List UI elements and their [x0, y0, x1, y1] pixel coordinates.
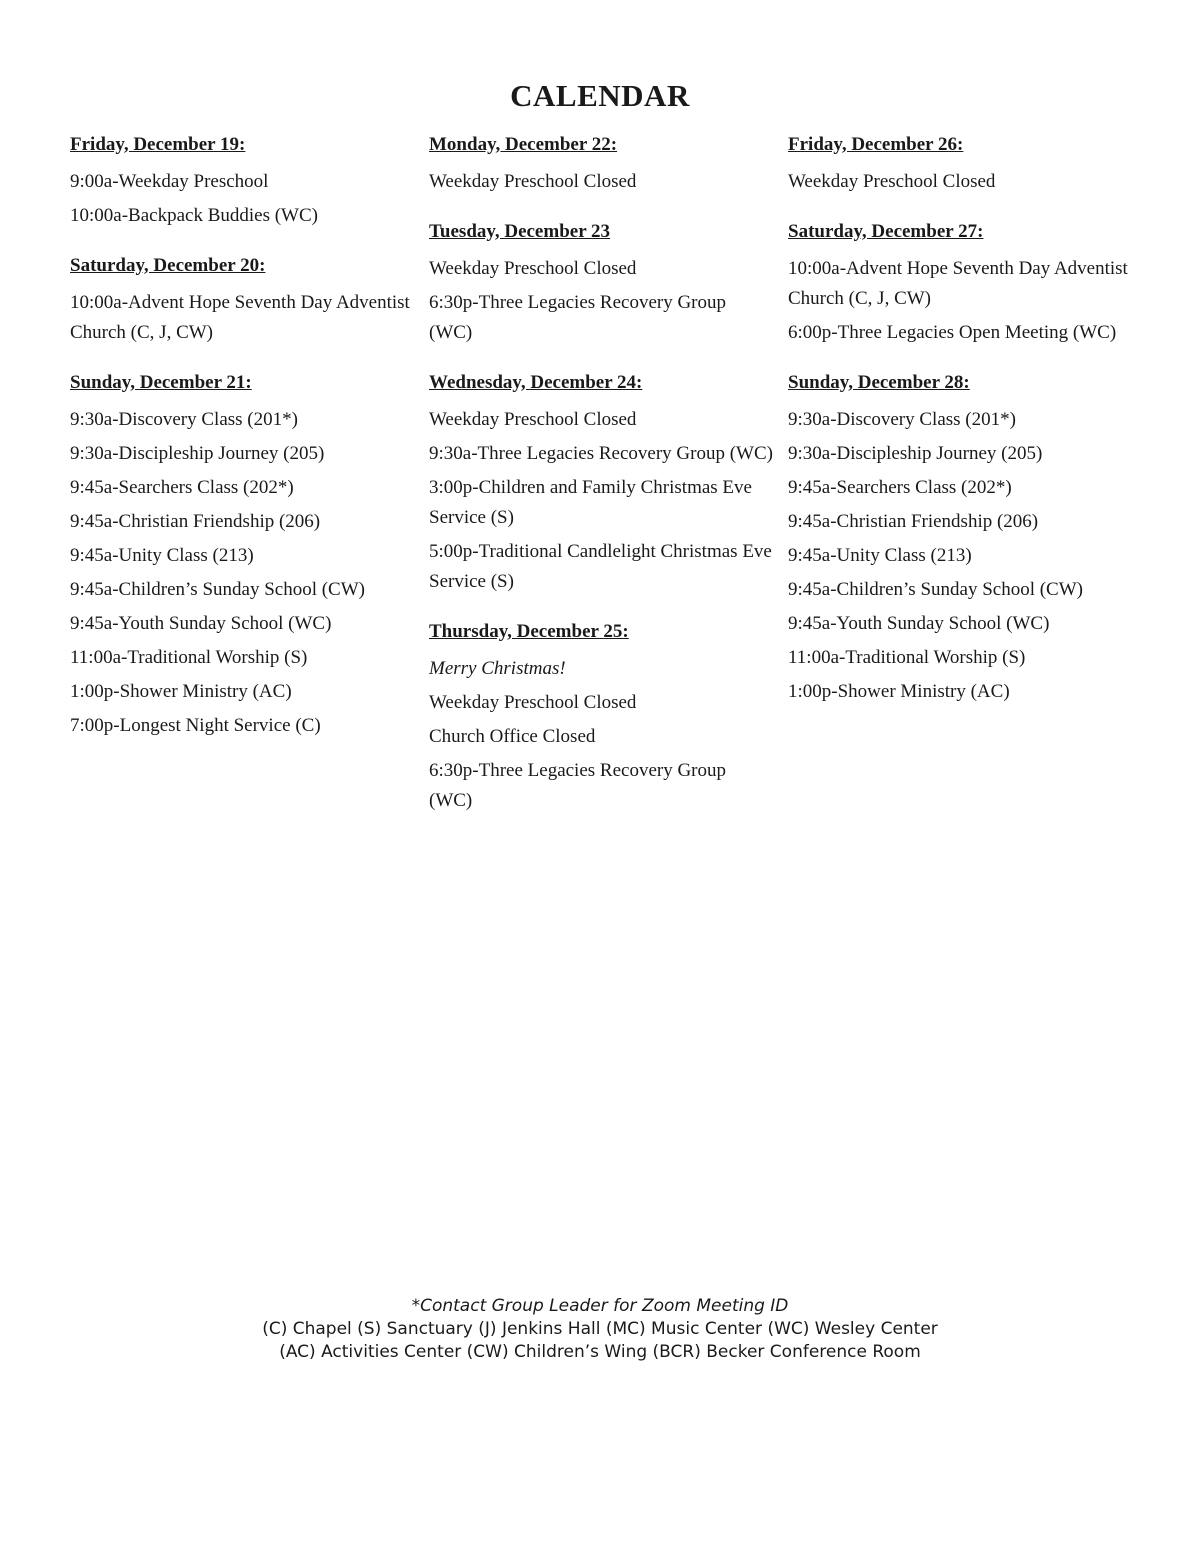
event-entry: 10:00a-Advent Hope Seventh Day Adventist Church (C, J, CW) — [70, 292, 410, 343]
event-entry: Weekday Preschool Closed — [429, 171, 637, 192]
event-entry: 1:00p-Shower Ministry (AC) — [788, 681, 1010, 702]
event-entry: 11:00a-Traditional Worship (S) — [70, 647, 308, 668]
event-entry: 9:45a-Christian Friendship (206) — [788, 511, 1039, 532]
day-monday-dec-22 — [429, 133, 774, 197]
event-entry: 9:45a-Youth Sunday School (WC) — [70, 613, 332, 634]
day-heading: Saturday, December 20: — [70, 255, 266, 276]
event-entry: 9:45a-Searchers Class (202*) — [70, 477, 294, 498]
calendar-column-1 — [70, 133, 410, 764]
event-entry: 1:00p-Shower Ministry (AC) — [70, 681, 292, 702]
day-sunday-dec-28 — [788, 371, 1160, 707]
day-thursday-dec-25 — [429, 620, 774, 816]
event-entry: 9:30a-Discovery Class (201*) — [788, 409, 1016, 430]
event-entry: 10:00a-Backpack Buddies (WC) — [70, 205, 318, 226]
event-entry: 9:30a-Discovery Class (201*) — [70, 409, 298, 430]
calendar-columns — [70, 133, 1160, 893]
calendar-column-2 — [429, 133, 774, 839]
day-heading: Wednesday, December 24: — [429, 372, 643, 393]
event-entry: 9:30a-Discipleship Journey (205) — [70, 443, 325, 464]
event-entry: 6:30p-Three Legacies Recovery Group (WC) — [429, 292, 727, 343]
event-entry: 9:00a-Weekday Preschool — [70, 171, 269, 192]
day-heading: Thursday, December 25: — [429, 621, 629, 642]
event-entry: 9:45a-Children’s Sunday School (CW) — [70, 579, 365, 600]
day-tuesday-dec-23 — [429, 220, 774, 348]
location-legend-line-2: (AC) Activities Center (CW) Children’s Wing (BCR) Becker Conference Room — [279, 1342, 921, 1362]
day-heading: Friday, December 26: — [788, 134, 964, 155]
day-heading: Monday, December 22: — [429, 134, 618, 155]
page-title: CALENDAR — [510, 78, 690, 113]
zoom-note: *Contact Group Leader for Zoom Meeting ID — [411, 1296, 789, 1316]
event-entry: 9:45a-Youth Sunday School (WC) — [788, 613, 1050, 634]
event-entry: 11:00a-Traditional Worship (S) — [788, 647, 1026, 668]
event-entry: 3:00p-Children and Family Christmas Eve Service (S) — [429, 477, 752, 528]
event-entry: 6:00p-Three Legacies Open Meeting (WC) — [788, 322, 1117, 343]
holiday-greeting: Merry Christmas! — [429, 658, 566, 679]
event-entry: 6:30p-Three Legacies Recovery Group (WC) — [429, 760, 727, 811]
footer-legend — [0, 1295, 1200, 1364]
event-entry: 9:45a-Unity Class (213) — [788, 545, 972, 566]
day-heading: Tuesday, December 23 — [429, 221, 611, 242]
event-entry: Weekday Preschool Closed — [429, 258, 637, 279]
event-entry: 9:45a-Children’s Sunday School (CW) — [788, 579, 1083, 600]
event-entry: 9:45a-Unity Class (213) — [70, 545, 254, 566]
calendar-column-3 — [788, 133, 1160, 730]
event-entry: 9:45a-Christian Friendship (206) — [70, 511, 321, 532]
day-friday-dec-26 — [788, 133, 1160, 197]
day-heading: Friday, December 19: — [70, 134, 246, 155]
location-legend-line-1: (C) Chapel (S) Sanctuary (J) Jenkins Hall (MC) Music Center (WC) Wesley Center — [262, 1319, 938, 1339]
event-entry: 9:30a-Three Legacies Recovery Group (WC) — [429, 443, 773, 464]
day-saturday-dec-27 — [788, 220, 1160, 348]
event-entry: 5:00p-Traditional Candlelight Christmas Eve Service (S) — [429, 541, 772, 592]
day-friday-dec-19 — [70, 133, 410, 231]
day-wednesday-dec-24 — [429, 371, 774, 597]
event-entry: 7:00p-Longest Night Service (C) — [70, 715, 321, 736]
day-sunday-dec-21 — [70, 371, 410, 741]
day-saturday-dec-20 — [70, 254, 410, 348]
event-entry: 9:30a-Discipleship Journey (205) — [788, 443, 1043, 464]
day-heading: Sunday, December 28: — [788, 372, 970, 393]
event-entry: Church Office Closed — [429, 726, 596, 747]
day-heading: Saturday, December 27: — [788, 221, 984, 242]
event-entry: Weekday Preschool Closed — [429, 692, 637, 713]
event-entry: 10:00a-Advent Hope Seventh Day Adventist Church (C, J, CW) — [788, 258, 1128, 309]
day-heading: Sunday, December 21: — [70, 372, 252, 393]
event-entry: Weekday Preschool Closed — [429, 409, 637, 430]
event-entry: 9:45a-Searchers Class (202*) — [788, 477, 1012, 498]
event-entry: Weekday Preschool Closed — [788, 171, 996, 192]
